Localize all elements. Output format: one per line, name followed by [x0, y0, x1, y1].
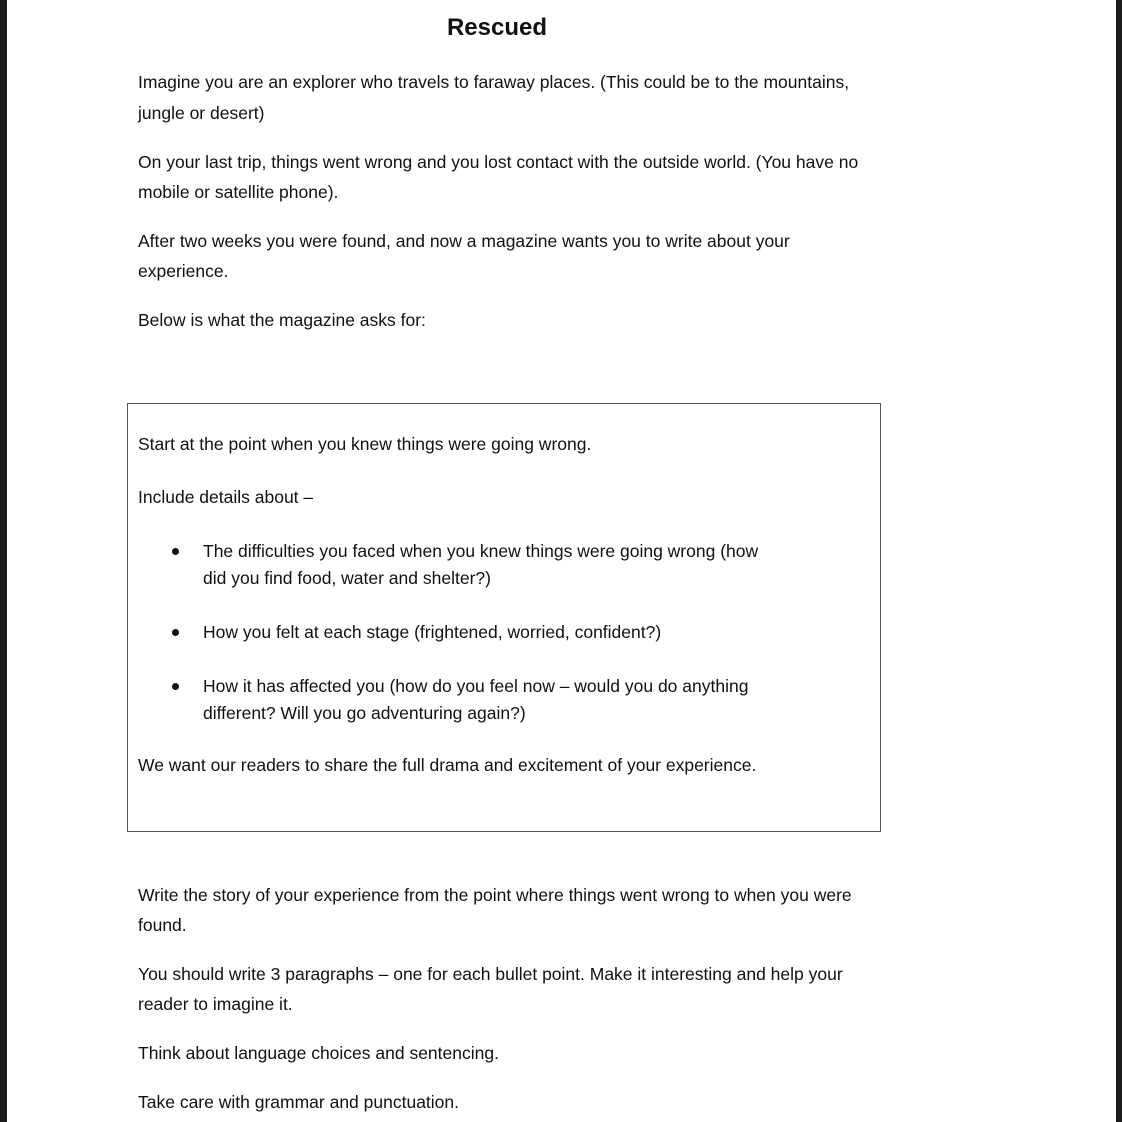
box-include: Include details about –: [138, 487, 314, 507]
instruction-line: Think about language choices and sentencing.: [138, 1043, 499, 1063]
bullet-text: How you felt at each stage (frightened, worried, confident?): [203, 622, 662, 642]
left-edge: [0, 0, 7, 1122]
instruction-line: Write the story of your experience from the point where things went wrong to when you were: [138, 885, 852, 905]
intro-line: Below is what the magazine asks for:: [138, 310, 426, 330]
instruction-line: reader to imagine it.: [138, 994, 293, 1014]
right-edge: [1116, 0, 1122, 1122]
box-start: Start at the point when you knew things were going wrong.: [138, 434, 592, 454]
instruction-line: found.: [138, 915, 187, 935]
box-closing: We want our readers to share the full drama and excitement of your experience.: [138, 755, 757, 775]
intro-line: experience.: [138, 261, 229, 281]
bullet-icon: [172, 548, 179, 555]
bullet-text: How it has affected you (how do you feel now – would you do anything: [203, 676, 749, 696]
bullet-text: The difficulties you faced when you knew things were going wrong (how: [203, 541, 759, 561]
intro-line: mobile or satellite phone).: [138, 182, 339, 202]
instruction-line: Take care with grammar and punctuation.: [138, 1092, 459, 1112]
bullet-icon: [172, 629, 179, 636]
bullet-icon: [172, 683, 179, 690]
intro-line: After two weeks you were found, and now a magazine wants you to write about your: [138, 231, 790, 251]
bullet-text: did you find food, water and shelter?): [203, 568, 491, 588]
intro-line: Imagine you are an explorer who travels to faraway places. (This could be to the mountains,: [138, 72, 850, 92]
page-title: Rescued: [446, 14, 548, 41]
instruction-line: You should write 3 paragraphs – one for each bullet point. Make it interesting and help your: [138, 964, 843, 984]
bullet-text: different? Will you go adventuring again?): [203, 703, 526, 723]
intro-line: On your last trip, things went wrong and you lost contact with the outside world. (You have no: [138, 152, 859, 172]
intro-line: jungle or desert): [138, 103, 265, 123]
